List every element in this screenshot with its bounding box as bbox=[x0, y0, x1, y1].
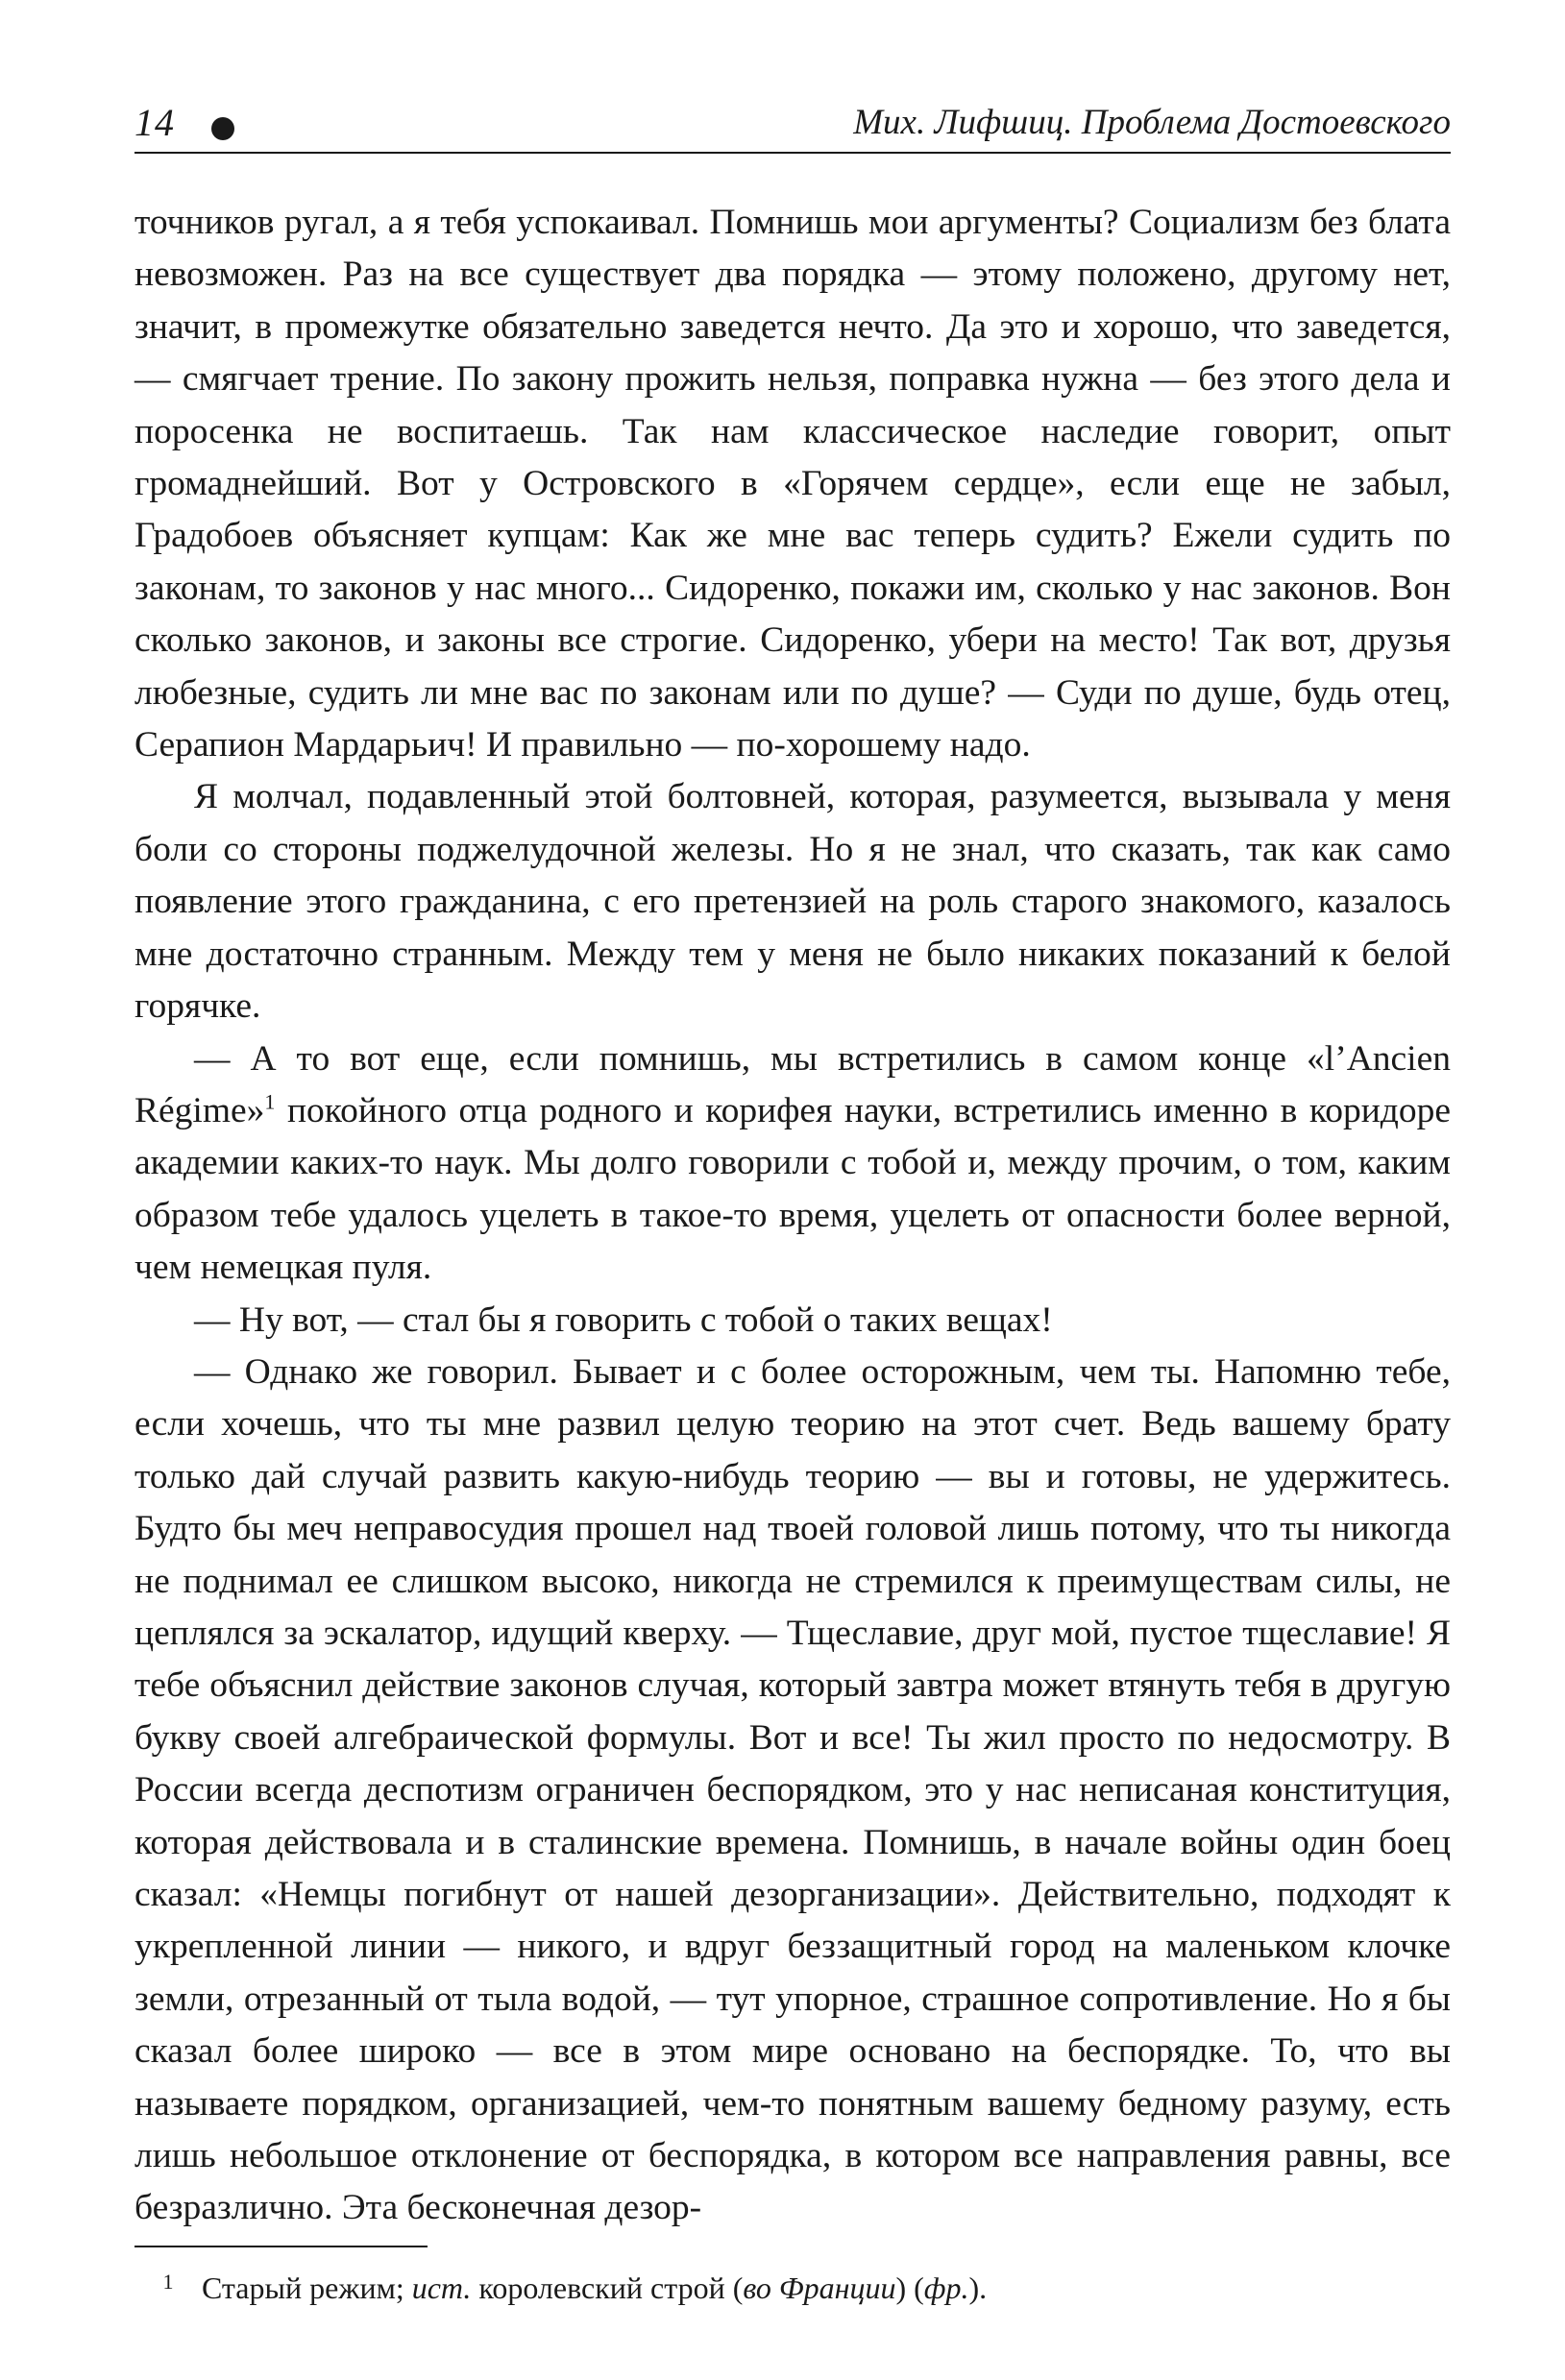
running-head: Мих. Лифшиц. Проблема Достоевского bbox=[853, 103, 1451, 142]
paragraph-3 bbox=[134, 1033, 1451, 1295]
footnote bbox=[134, 2262, 1451, 2308]
page-header bbox=[134, 96, 1451, 154]
footnote-text-e: ) ( bbox=[895, 2271, 924, 2305]
footnote-rule bbox=[134, 2246, 428, 2247]
paragraph-5: — Однако же говорил. Бывает и с более осторожным, чем ты. Напомню тебе, если хочешь, что ты мне развил целую теорию на этот счет. Ведь вашему брату только дай случай развить какую-нибудь теорию — вы и готовы, не удержитесь. Будто бы меч неправосудия прошел над твоей головой лишь потому, что ты никогда не поднимал ее слишком высоко, никогда не стремился к преимуществам силы, не цеплялся за эскалатор, идущий кверху. — Тщеславие, друг мой, пустое тщеславие! Я тебе объяснил действие законов случая, который завтра может втянуть тебя в другую букву своей алгебраической формулы. Вот и все! Ты жил просто по недосмотру. В России всегда деспотизм ограничен беспорядком, это у нас неписаная конституция, которая действовала и в сталинские времена. Помнишь, в начале войны один боец сказал: «Немцы погибнут от нашей дезорганизации». Действительно, подходят к укрепленной линии — никого, и вдруг беззащитный город на маленьком клочке земли, отрезанный от тыла водой, — тут упорное, страшное сопротивление. Но я бы сказал более широко — все в этом мире основано на беспорядке. То, что вы называете порядком, организацией, чем-то понятным вашему бедному разуму, есть лишь небольшое отклонение от беспорядка, в котором все направления равны, все безразлично. Эта бесконечная дезор- bbox=[134, 1351, 1451, 2228]
page-number: 14 bbox=[134, 101, 175, 144]
bullet-icon bbox=[211, 117, 234, 140]
footnote-reference[interactable]: 1 bbox=[264, 1089, 276, 1114]
paragraph-2: Я молчал, подавленный этой болтовней, которая, разумеется, вызывала у меня боли со стороны поджелудочной железы. Но я не знал, что сказать, так как само появление этого гражданина, с его претензией на роль старого знакомого, казалось мне достаточно странным. Между тем у меня не было никаких показаний к белой горячке. bbox=[134, 777, 1451, 1027]
paragraph-4: — Ну вот, — стал бы я говорить с тобой о таких вещах! bbox=[194, 1299, 1053, 1340]
paragraph-3-text-b: покойного отца родного и корифея науки, встретились именно в коридоре академии каких-то наук. Мы долго говорили с тобой и, между прочим, о том, каким образом тебе удалось уцелеть в такое-то время, уцелеть от опасности более верной, чем немецкая пуля. bbox=[134, 1090, 1451, 1288]
footnote-number: 1 bbox=[162, 2270, 174, 2294]
body-text bbox=[134, 197, 1451, 2235]
footnote-text-b: ист. bbox=[411, 2271, 472, 2305]
footnote-text-a: Старый режим; bbox=[202, 2271, 412, 2305]
paragraph-1: точников ругал, а я тебя успокаивал. Помнишь мои аргументы? Социализм без блата невозможен. Раз на все существует два порядка — этому положено, другому нет, значит, в промежутке обязательно заведется нечто. Да это и хорошо, что заведется, — смягчает трение. По закону прожить нельзя, поправка нужна — без этого дела и поросенка не воспитаешь. Так нам классическое наследие говорит, опыт громаднейший. Вот у Островского в «Горячем сердце», если еще не забыл, Градобоев объясняет купцам: Как же мне вас теперь судить? Ежели судить по законам, то законов у нас много... Сидоренко, покажи им, сколько у нас законов. Вон сколько законов, и законы все строгие. Сидоренко, убери на место! Так вот, друзья любезные, судить ли мне вас по законам или по душе? — Суди по душе, будь отец, Серапион Мардарьич! И правильно — по-хорошему надо. bbox=[134, 203, 1451, 765]
footnote-text-f: фр. bbox=[923, 2271, 969, 2305]
footnote-text-d: во Франции bbox=[743, 2271, 896, 2305]
paragraph-3-text-a: — А то вот еще, если помнишь, мы встретились в самом конце «l’Ancien Régime» bbox=[134, 1038, 1451, 1130]
footnote-text-g: ). bbox=[968, 2271, 988, 2305]
footnote-text-c: королевский строй ( bbox=[471, 2271, 744, 2305]
